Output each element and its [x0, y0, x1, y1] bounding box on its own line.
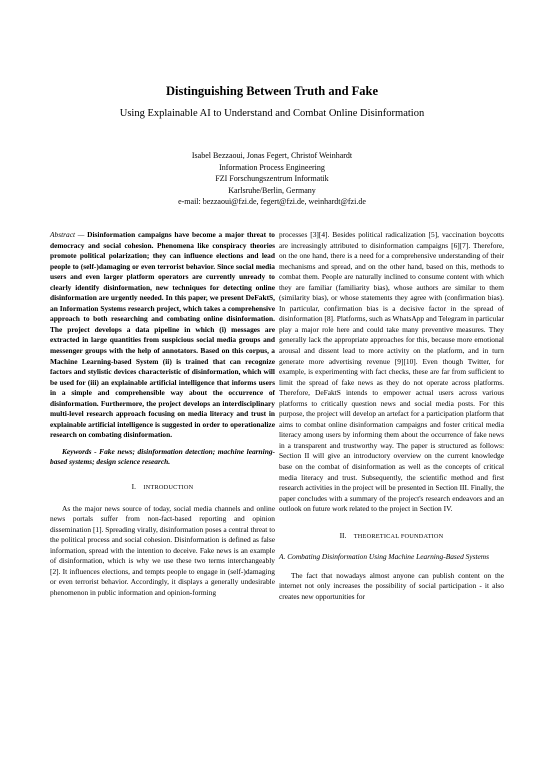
- section-number: I.: [131, 482, 136, 492]
- section-title: INTRODUCTION: [143, 484, 194, 492]
- keywords: [50, 447, 275, 468]
- abstract-text: Disinformation campaigns have become a major threat to democracy and social cohesion. Phenomena like conspiracy theories promote political polarization; they can influence elections and lead people to (self-)damaging or even terrorist behavior. Since social media users and even larger platform operators are currently unready to clearly identify disinformation, new techniques for detecting online disinformation are urgently needed. In this paper, we present DeFaktS, an Information Systems research project, which takes a comprehensive approach to both researching and combating online disinformation. The project develops a data pipeline in which (i) messages are extracted in large quantities from suspicious social media groups and messenger groups with the help of annotators. Based on this corpus, a Machine Learning-based System (ii) is trained that can recognize factors and stylistic devices characteristic of disinformation, which will be used for (iii) an explainable artificial intelligence that informs users in a simple and comprehensible way about the occurrence of disinformation. Furthermore, the project develops an interdisciplinary multi-level research approach focusing on media literacy and trust in explainable artificial intelligence is suggested in order to operationalize research on combating disinformation.: [50, 230, 275, 440]
- affiliation-line: FZI Forschungszentrum Informatik: [215, 174, 329, 183]
- section-paragraph: The fact that nowadays almost anyone can publish content on the internet not only increases the possibility of social participation - it also creates new opportunities for: [279, 570, 504, 601]
- abstract-lead: Abstract —: [50, 230, 85, 239]
- section-title: THEORETICAL FOUNDATION: [353, 532, 444, 540]
- introduction-paragraph-continued: processes [3][4]. Besides political radicalization [5], vaccination boycotts are increasingly attributed to disinformation campaigns [6][7]. Therefore, on the one hand, there is a need for a comprehensive understanding of their mechanisms and spread, and on the other hand, based on this, methods to combat them. People are naturally inclined to consume content with which they are familiar (familiarity bias), whose authors are similar to them (similarity bias), or whose statements they agree with (confirmation bias). In particular, confirmation bias is a decisive factor in the spread of disinformation [8]. Platforms, such as WhatsApp and Telegram in particular play a major role here and could take many preventive measures. They generally lack the appropriate approaches for this, because more emotional arousal and dissent lead to more activity on the platform, and in turn generate more advertising revenue [9][10]. Even though Twitter, for example, is experimenting with fact checks, these are far from sufficient to limit the spread of fake news as they do not operate across platforms. Therefore, DeFaktS intends to empower actual users across various platforms to critically question news and social media posts. For this purpose, the project will develop an artefact for a participation platform that aims to combat online disinformation campaigns and foster critical media literacy among users by informing them about the occurrence of fake news in a transparent and trustworthy way. The paper is structured as follows: Section II will give an introductory overview on the current knowledge base on the combat of disinformation as well as the concepts of critical media literacy and trust. Subsequently, the scientific method and first research activities in the project will be presented in Section III. Finally, the paper concludes with a summary of the project's research endeavors and an outlook on future work related to the project in Section IV.: [279, 230, 504, 514]
- section-heading-theoretical-foundation: [279, 531, 504, 543]
- author-email: e-mail: bezzaoui@fzi.de, fegert@fzi.de, weinhardt@fzi.de: [178, 197, 366, 206]
- section-heading-introduction: [50, 482, 275, 494]
- keywords-lead: Keywords -: [62, 446, 100, 456]
- introduction-paragraph: As the major news source of today, social media channels and online news portals suffer from non-fact-based reporting and opinion dissemination [1]. Spreading virally, disinformation poses a central threat to the political process and social cohesion. Disinformation is defined as false information, spread with the intention to deceive. Fake news is an example of disinformation, which is why we use these two terms interchangeably [2]. It influences elections, and tempts people to engage in (self-)damaging or even terrorist behavior. Accordingly, it displays a generally undesirable phenomenon in public information and opinion-forming: [50, 503, 275, 597]
- author-names: Isabel Bezzaoui, Jonas Fegert, Christof Weinhardt: [191, 151, 353, 160]
- author-block: [0, 150, 544, 208]
- section-number: II.: [339, 530, 347, 540]
- paper-subtitle: Using Explainable AI to Understand and Combat Online Disinformation: [119, 108, 425, 119]
- affiliation-line: Karlsruhe/Berlin, Germany: [228, 185, 316, 195]
- paper-title: Distinguishing Between Truth and Fake: [165, 84, 379, 98]
- right-column: [279, 230, 504, 603]
- abstract: [50, 230, 275, 441]
- left-column: [50, 230, 275, 599]
- affiliation-line: Information Process Engineering: [219, 162, 325, 172]
- subsection-heading: A. Combating Disinformation Using Machine Learning-Based Systems: [279, 552, 490, 562]
- keywords-text: Fake news; disinformation detection; machine learning-based systems; design science research.: [50, 446, 275, 467]
